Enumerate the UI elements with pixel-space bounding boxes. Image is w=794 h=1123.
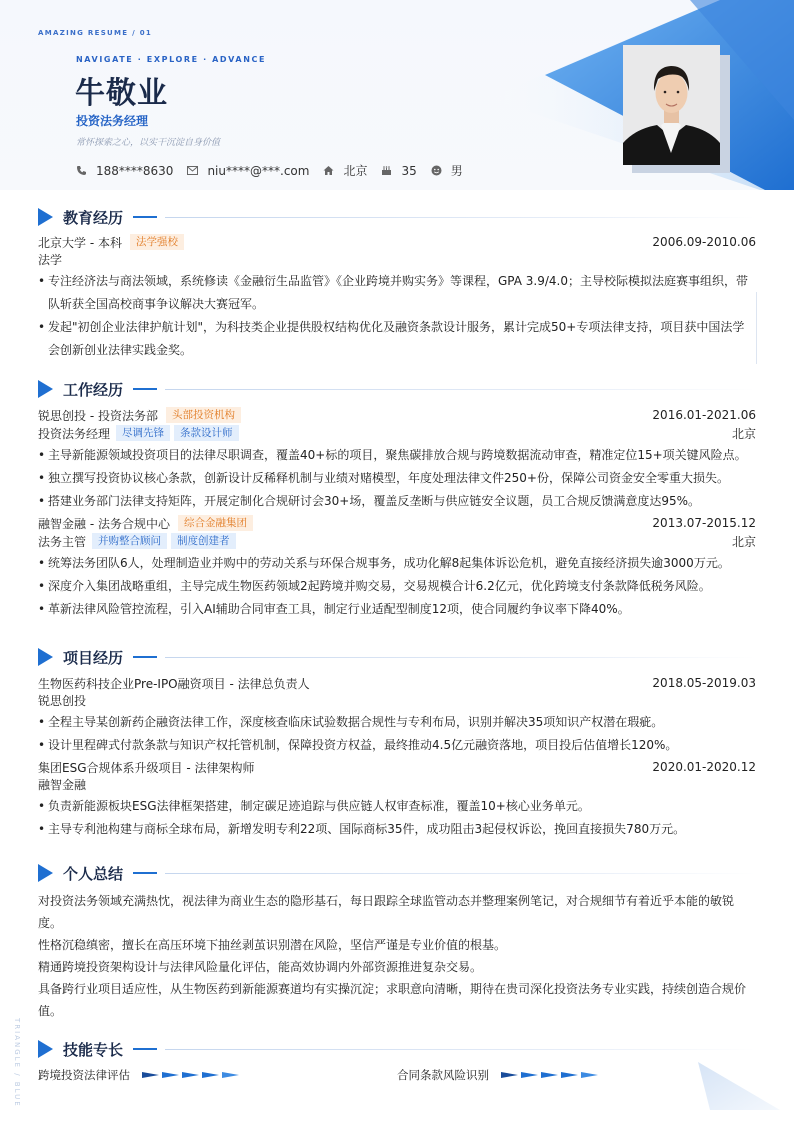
resume-header	[0, 0, 794, 190]
contact-info	[76, 162, 477, 179]
project-row	[38, 758, 756, 776]
list-item: • 主导新能源领域投资项目的法律尽职调查，覆盖40+标的项目，聚焦碳排放合规与跨境数据流动审查，精准定位15+项关键风险点。	[38, 444, 756, 467]
corner-decoration	[690, 1060, 794, 1123]
smile-icon	[431, 165, 442, 176]
skill-level	[501, 1072, 601, 1078]
level-arrow-icon	[142, 1072, 159, 1078]
section-header	[38, 1038, 756, 1060]
section-header	[38, 862, 756, 884]
section-title: 个人总结	[63, 864, 124, 883]
major: 法学	[38, 253, 63, 267]
contact-age	[381, 164, 416, 178]
project-date: 2018.05-2019.03	[652, 676, 756, 690]
summary-section	[38, 862, 756, 1022]
job-bullets	[38, 444, 756, 513]
candidate-name: 牛敬业	[75, 76, 168, 111]
list-item: • 专注经济法与商法领域，系统修读《金融衍生品监管》《企业跨境并购实务》等课程，GPA 3.9/4.0；主导校际模拟法庭赛事组织，带队斩获全国高校商事争议解决大赛冠军。	[38, 270, 756, 316]
section-header	[38, 646, 756, 668]
company-badge: 综合金融集团	[178, 515, 253, 531]
level-arrow-icon	[501, 1072, 518, 1078]
triangle-icon	[38, 648, 53, 666]
company-name: 融智金融 - 法务合规中心	[38, 516, 170, 531]
level-arrow-icon	[222, 1072, 239, 1078]
triangle-icon	[38, 380, 53, 398]
summary-body	[38, 890, 756, 1022]
list-item: • 全程主导某创新药企融资法律工作，深度核查临床试验数据合规性与专利布局，识别并解决35项知识产权潜在瑕疵。	[38, 711, 756, 734]
age-text: 35	[401, 163, 417, 178]
section-header	[38, 378, 756, 400]
contact-location	[323, 162, 367, 179]
level-arrow-icon	[581, 1072, 598, 1078]
title-line	[165, 217, 756, 218]
gender-text: 男	[450, 164, 463, 178]
level-arrow-icon	[162, 1072, 179, 1078]
mail-icon	[187, 165, 198, 176]
skills-section	[38, 1038, 756, 1084]
company-badge: 头部投资机构	[166, 407, 241, 423]
job-entry	[38, 514, 756, 621]
project-row	[38, 674, 756, 692]
list-item: • 发起"初创企业法律护航计划"，为科技类企业提供股权结构优化及融资条款设计服务，累计完成50+专项法律支持，项目获中国法学会创新创业法律实践金奖。	[38, 316, 756, 362]
project-bullets	[38, 795, 756, 841]
role-tag: 尽调先锋	[116, 425, 170, 441]
slogan-tag: NAVIGATE · EXPLORE · ADVANCE	[76, 55, 267, 64]
job-bullets	[38, 552, 756, 621]
list-item: • 搭建业务部门法律支持矩阵，开展定制化合规研讨会30+场，覆盖反垄断与供应链安全议题，员工合规反馈满意度达95%。	[38, 490, 756, 513]
education-section	[38, 206, 756, 362]
title-dash	[133, 1048, 157, 1050]
project-date: 2020.01-2020.12	[652, 760, 756, 774]
education-row	[38, 233, 756, 251]
skills-list	[38, 1066, 756, 1084]
job-company-row	[38, 514, 756, 532]
title-dash	[133, 388, 157, 390]
title-line	[165, 389, 756, 390]
profile-photo	[623, 45, 720, 165]
project-bullets	[38, 711, 756, 757]
job-entry	[38, 406, 756, 513]
phone-number: 188****8630	[96, 163, 174, 178]
resume-tag: AMAZING RESUME / 01	[38, 29, 153, 37]
role-tag: 制度创建者	[171, 533, 236, 549]
summary-paragraph: 性格沉稳缜密，擅长在高压环境下抽丝剥茧识别潜在风险，坚信严谨是专业价值的根基。	[38, 938, 507, 952]
section-header	[38, 206, 756, 228]
triangle-icon	[38, 864, 53, 882]
email-address: niu****@***.com	[207, 163, 310, 178]
level-arrow-icon	[202, 1072, 219, 1078]
list-item: • 统筹法务团队6人，处理制造业并购中的劳动关系与环保合规事务，成功化解8起集体诉讼危机，避免直接经济损失逾3000万元。	[38, 552, 756, 575]
level-arrow-icon	[521, 1072, 538, 1078]
motto: 常怀探索之心，以实干沉淀自身价值	[76, 138, 221, 148]
skill-level	[142, 1072, 242, 1078]
contact-gender	[431, 162, 463, 179]
project-org: 锐思创投	[38, 694, 87, 708]
list-item: • 负责新能源板块ESG法律框架搭建，制定碳足迹追踪与供应链人权审查标准，覆盖10+核心业务单元。	[38, 795, 756, 818]
triangle-icon	[38, 208, 53, 226]
list-item: • 设计里程碑式付款条款与知识产权托管机制，保障投资方权益，最终推动4.5亿元融资落地，项目投后估值增长120%。	[38, 734, 756, 757]
title-dash	[133, 872, 157, 874]
title-dash	[133, 216, 157, 218]
list-item: • 革新法律风险管控流程，引入AI辅助合同审查工具，制定行业适配型制度12项，使合同履约争议率下降40%。	[38, 598, 756, 621]
list-item: • 深度介入集团战略重组，主导完成生物医药领域2起跨境并购交易，交易规模合计6.2亿元，优化跨境支付条款降低税务风险。	[38, 575, 756, 598]
role-tag: 并购整合顾问	[92, 533, 167, 549]
work-section	[38, 378, 756, 621]
project-name: 集团ESG合规体系升级项目 - 法律架构师	[38, 760, 255, 775]
role-tag: 条款设计师	[174, 425, 239, 441]
title-dash	[133, 656, 157, 658]
education-date: 2006.09-2010.06	[652, 235, 756, 249]
section-title: 技能专长	[63, 1040, 124, 1059]
job-role: 法务主管	[38, 534, 87, 549]
company-name: 锐思创投 - 投资法务部	[38, 408, 158, 423]
divider	[756, 292, 757, 364]
summary-paragraph: 精通跨境投资架构设计与法律风险量化评估，能高效协调内外部资源推进复杂交易。	[38, 960, 483, 974]
job-date: 2016.01-2021.06	[652, 408, 756, 422]
section-title: 工作经历	[63, 380, 124, 399]
title-line	[165, 1049, 756, 1050]
skill-item	[38, 1067, 397, 1083]
summary-paragraph: 对投资法务领域充满热忱，视法律为商业生态的隐形基石，每日跟踪全球监管动态并整理案例笔记，对合规细节有着近乎本能的敏锐度。	[38, 894, 735, 930]
level-arrow-icon	[182, 1072, 199, 1078]
education-bullets	[38, 270, 756, 362]
school-name: 北京大学 - 本科	[38, 235, 122, 250]
project-name: 生物医药科技企业Pre-IPO融资项目 - 法律总负责人	[38, 676, 310, 691]
list-item: • 主导专利池构建与商标全球布局，新增发明专利22项、国际商标35件，成功阻击3起侵权诉讼，挽回直接损失780万元。	[38, 818, 756, 841]
skill-name: 跨境投资法律评估	[38, 1068, 130, 1082]
section-title: 项目经历	[63, 648, 124, 667]
job-title: 投资法务经理	[76, 114, 149, 128]
contact-phone	[76, 164, 173, 178]
project-entry	[38, 674, 756, 757]
triangle-icon	[38, 1040, 53, 1058]
project-entry	[38, 758, 756, 841]
contact-email	[187, 164, 309, 178]
level-arrow-icon	[561, 1072, 578, 1078]
job-role-row	[38, 424, 756, 442]
job-company-row	[38, 406, 756, 424]
job-city: 北京	[731, 534, 756, 549]
title-line	[165, 657, 756, 658]
cake-icon	[381, 165, 392, 176]
level-arrow-icon	[541, 1072, 558, 1078]
phone-icon	[76, 165, 87, 176]
project-org: 融智金融	[38, 778, 87, 792]
title-line	[165, 873, 756, 874]
side-label: TRIANGLE / BLUE	[13, 1018, 21, 1108]
home-icon	[323, 165, 334, 176]
summary-paragraph: 具备跨行业项目适应性，从生物医药到新能源赛道均有实操沉淀；求职意向清晰，期待在贵司深化投资法务专业实践，持续创造合规价值。	[38, 982, 747, 1018]
job-city: 北京	[731, 426, 756, 441]
list-item: • 独立撰写投资协议核心条款，创新设计反稀释机制与业绩对赌模型，年度处理法律文件250+份，保障公司资金安全零重大损失。	[38, 467, 756, 490]
skill-name: 合同条款风险识别	[397, 1068, 489, 1082]
location-text: 北京	[343, 164, 368, 178]
job-role-row	[38, 532, 756, 550]
job-date: 2013.07-2015.12	[652, 516, 756, 530]
section-title: 教育经历	[63, 208, 124, 227]
job-role: 投资法务经理	[38, 426, 111, 441]
projects-section	[38, 646, 756, 841]
school-badge: 法学强校	[130, 234, 184, 250]
